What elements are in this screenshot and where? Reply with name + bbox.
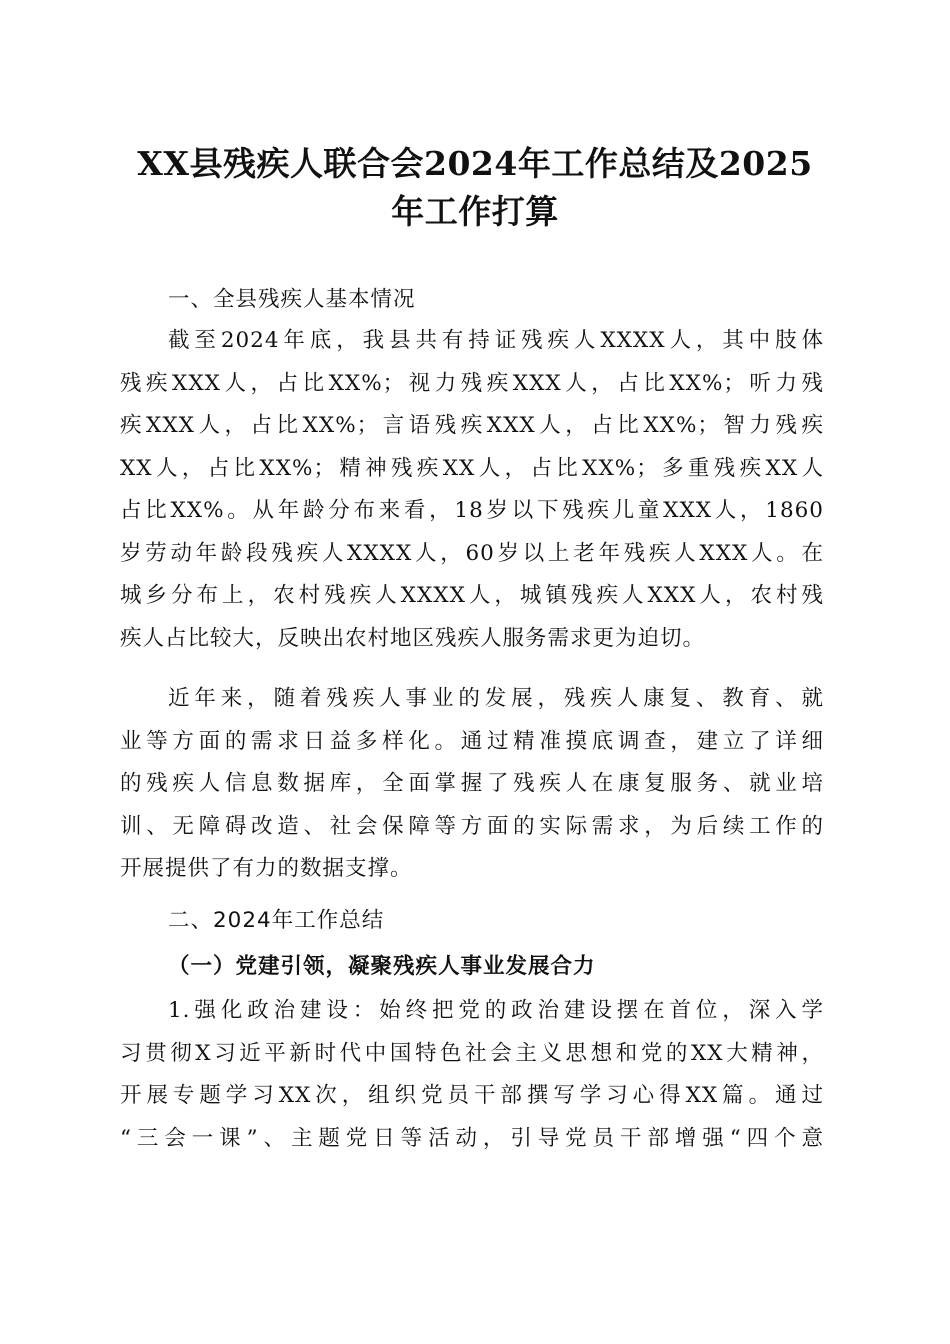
paragraph-line: 占比XX%。从年龄分布来看，18岁以下残疾儿童XXX人，1860 xyxy=(120,498,824,523)
section-1-paragraph-1 xyxy=(120,320,824,660)
paragraph-line: 业等方面的需求日益多样化。通过精准摸底调查，建立了详细 xyxy=(120,728,824,754)
paragraph-line: 疾XXX人，占比XX%；言语残疾XXX人，占比XX%；智力残疾 xyxy=(120,413,824,438)
title-line-1: XX县残疾人联合会2024年工作总结及2025 xyxy=(137,144,813,183)
paragraph-line: 岁劳动年龄段残疾人XXXX人，60岁以上老年残疾人XXX人。在 xyxy=(120,540,824,566)
title-line-2: 年工作打算 xyxy=(391,192,559,231)
section-2-subheading: （一）党建引领，凝聚残疾人事业发展合力 xyxy=(168,954,596,979)
paragraph-line: 开展专题学习XX次，组织党员干部撰写学习心得XX篇。通过 xyxy=(120,1083,824,1108)
paragraph-line: 开展提供了有力的数据支撑。 xyxy=(120,856,413,881)
document-title xyxy=(100,140,850,236)
section-1-paragraph-2 xyxy=(120,678,824,891)
section-1-heading: 一、全县残疾人基本情况 xyxy=(168,287,416,312)
paragraph-line: 残疾XXX人，占比XX%；视力残疾XXX人，占比XX%；听力残 xyxy=(120,370,824,396)
paragraph-line: 的残疾人信息数据库，全面掌握了残疾人在康复服务、就业培 xyxy=(120,771,824,796)
paragraph-line: “三会一课”、主题党日等活动，引导党员干部增强“四个意 xyxy=(120,1125,824,1151)
paragraph-line: 训、无障碍改造、社会保障等方面的实际需求，为后续工作的 xyxy=(120,813,824,839)
paragraph-line: 习贯彻X习近平新时代中国特色社会主义思想和党的XX大精神， xyxy=(120,1040,824,1066)
paragraph-line: 疾人占比较大，反映出农村地区残疾人服务需求更为迫切。 xyxy=(120,625,706,651)
paragraph-line: 近年来，随着残疾人事业的发展，残疾人康复、教育、就 xyxy=(168,686,824,711)
section-2-paragraph-1 xyxy=(120,990,824,1160)
section-2-heading: 二、2024年工作总结 xyxy=(168,908,385,933)
paragraph-line: 截至2024年底，我县共有持证残疾人XXXX人，其中肢体 xyxy=(168,328,824,353)
paragraph-line: XX人，占比XX%；精神残疾XX人，占比XX%；多重残疾XX人 xyxy=(120,455,824,481)
paragraph-line: 城乡分布上，农村残疾人XXXX人，城镇残疾人XXX人，农村残 xyxy=(120,583,824,608)
paragraph-line: 1.强化政治建设：始终把党的政治建设摆在首位，深入学 xyxy=(168,998,824,1023)
